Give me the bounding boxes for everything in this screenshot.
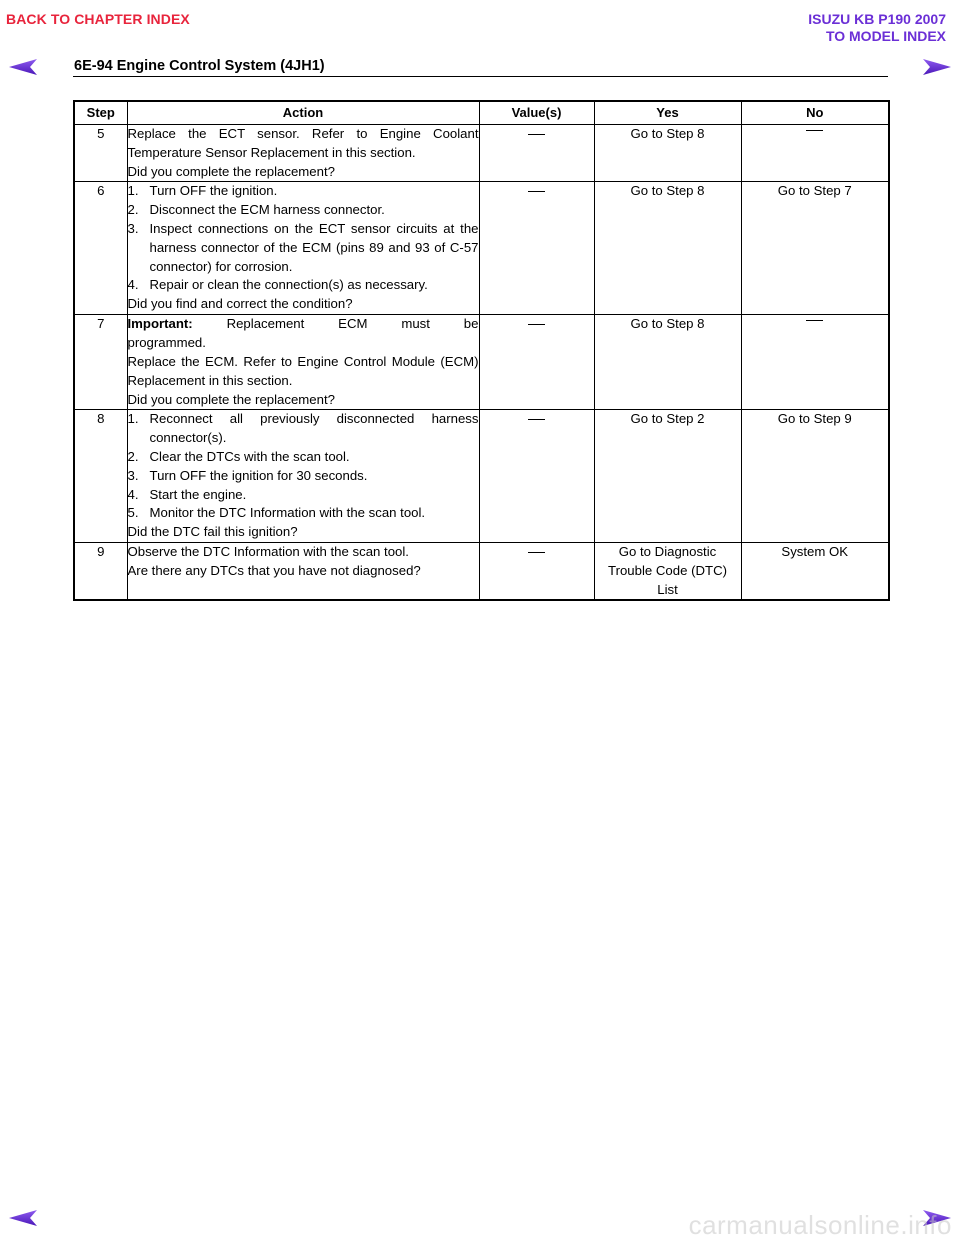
value-cell — [479, 125, 594, 182]
list-text: Reconnect all previously disconnected harness connector(s). — [149, 411, 479, 446]
no-cell — [741, 315, 889, 410]
table-row-step-6 — [74, 182, 889, 315]
list-text: Clear the DTCs with the scan tool. — [149, 448, 350, 464]
list-text: Inspect connections on the ECT sensor circuits at the harness connector of the ECM (pins 89 and 93 of C-57 connector) for corrosion. — [149, 220, 479, 274]
list-item — [128, 220, 479, 276]
important-word: must — [401, 316, 430, 332]
list-text: Disconnect the ECM harness connector. — [149, 202, 385, 218]
step-number: 9 — [74, 542, 127, 600]
arrow-left-icon[interactable] — [8, 1209, 38, 1227]
dash-mark — [528, 419, 545, 420]
yes-line: List — [657, 581, 678, 597]
important-label: Important: — [127, 316, 193, 332]
yes-line: Trouble Code (DTC) — [608, 562, 727, 578]
header-rule — [73, 76, 888, 77]
step-number: 5 — [74, 125, 127, 182]
list-number: 2. — [127, 202, 139, 218]
dash-mark — [528, 552, 545, 553]
back-to-chapter-index-link[interactable]: BACK TO CHAPTER INDEX — [6, 11, 190, 27]
list-number: 1. — [127, 183, 139, 199]
list-number: 4. — [127, 277, 139, 293]
action-question: Did you complete the replacement? — [127, 391, 335, 407]
list-number: 1. — [127, 411, 139, 427]
list-number: 2. — [127, 448, 139, 464]
value-cell — [479, 542, 594, 600]
list-number: 4. — [127, 486, 139, 502]
list-text: Turn OFF the ignition. — [149, 183, 278, 199]
important-note — [128, 315, 479, 334]
yes-line: Go to Diagnostic — [618, 543, 717, 559]
action-question: Did the DTC fail this ignition? — [127, 524, 298, 540]
column-header-action: Action — [127, 101, 479, 125]
arrow-right-icon[interactable] — [922, 58, 952, 76]
column-header-yes: Yes — [594, 101, 741, 125]
dash-mark — [528, 324, 545, 325]
action-text: Observe the DTC Information with the scan tool. — [127, 543, 409, 559]
list-item — [128, 182, 479, 201]
action-cell — [127, 125, 479, 182]
action-cell — [127, 542, 479, 600]
list-item — [128, 467, 479, 486]
list-item — [128, 410, 479, 448]
important-word: Replacement — [226, 316, 305, 332]
list-item — [128, 276, 479, 295]
action-question: Are there any DTCs that you have not diagnosed? — [127, 562, 421, 578]
action-cell — [127, 315, 479, 410]
list-text: Repair or clean the connection(s) as necessary. — [149, 277, 428, 293]
list-item — [128, 504, 479, 523]
column-header-step: Step — [74, 101, 127, 125]
no-cell[interactable]: Go to Step 9 — [741, 410, 889, 543]
action-text: Replace the ECM. Refer to Engine Control Module (ECM) Replacement in this section. — [127, 353, 479, 388]
model-title-block — [808, 11, 946, 45]
action-question: Did you find and correct the condition? — [127, 296, 353, 312]
yes-cell[interactable]: Go to Step 2 — [594, 410, 741, 543]
dash-mark — [806, 320, 823, 321]
action-text: Replace the ECT sensor. Refer to Engine Coolant Temperature Sensor Replacement in this section. — [127, 126, 479, 160]
action-cell — [127, 410, 479, 543]
table-row-step-9 — [74, 542, 889, 600]
action-cell — [127, 182, 479, 315]
watermark: carmanualsonline.info — [688, 1210, 952, 1240]
page-title: 6E-94 Engine Control System (4JH1) — [74, 58, 325, 74]
value-cell — [479, 410, 594, 543]
value-cell — [479, 315, 594, 410]
yes-cell[interactable] — [594, 542, 741, 600]
no-cell — [741, 125, 889, 182]
to-model-index-link[interactable]: TO MODEL INDEX — [825, 28, 946, 44]
list-number: 3. — [127, 220, 139, 236]
arrow-left-icon[interactable] — [8, 58, 38, 76]
action-question: Did you complete the replacement? — [127, 163, 335, 179]
step-number: 6 — [74, 182, 127, 315]
step-number: 7 — [74, 315, 127, 410]
dash-mark — [806, 130, 823, 131]
value-cell — [479, 182, 594, 315]
list-item — [128, 201, 479, 220]
list-item — [128, 486, 479, 505]
table-row-step-7 — [74, 315, 889, 410]
dash-mark — [528, 191, 545, 192]
list-item — [128, 448, 479, 467]
table-row-step-8 — [74, 410, 889, 543]
list-number: 3. — [127, 467, 139, 483]
important-word: ECM — [338, 316, 368, 332]
important-note-tail: programmed. — [127, 335, 206, 351]
model-title: ISUZU KB P190 2007 — [808, 11, 946, 27]
yes-cell[interactable]: Go to Step 8 — [594, 125, 741, 182]
list-text: Turn OFF the ignition for 30 seconds. — [149, 467, 368, 483]
table-row-step-5 — [74, 125, 889, 182]
important-word: be — [463, 316, 479, 332]
dash-mark — [528, 134, 545, 135]
list-text: Monitor the DTC Information with the scan tool. — [149, 505, 426, 521]
no-cell: System OK — [741, 542, 889, 600]
yes-cell[interactable]: Go to Step 8 — [594, 315, 741, 410]
column-header-values: Value(s) — [479, 101, 594, 125]
list-text: Start the engine. — [149, 486, 247, 502]
diagnostic-table — [73, 100, 890, 601]
table-header-row — [74, 101, 889, 125]
step-number: 8 — [74, 410, 127, 543]
column-header-no: No — [741, 101, 889, 125]
yes-cell[interactable]: Go to Step 8 — [594, 182, 741, 315]
list-number: 5. — [127, 505, 139, 521]
no-cell[interactable]: Go to Step 7 — [741, 182, 889, 315]
